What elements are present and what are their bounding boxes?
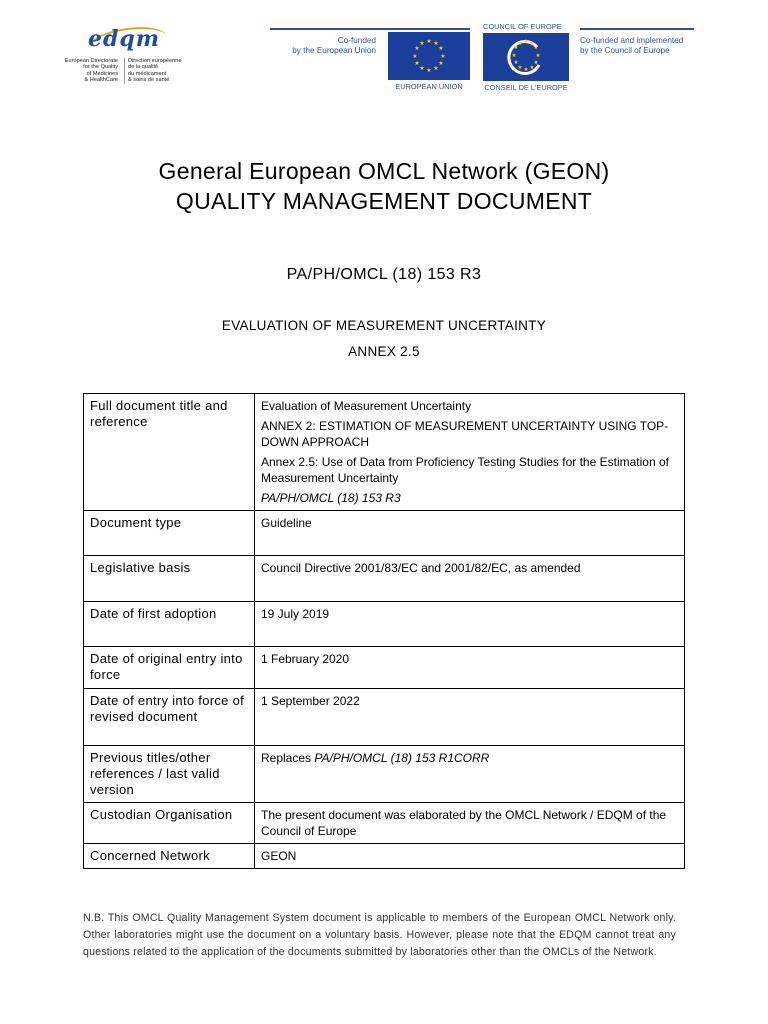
document-subtitle: EVALUATION OF MEASUREMENT UNCERTAINTY — [221, 318, 547, 333]
document-info-table — [83, 393, 685, 869]
row-label: Document type — [84, 511, 255, 556]
document-title-line2: QUALITY MANAGEMENT DOCUMENT — [175, 188, 593, 214]
table-row — [84, 746, 685, 803]
table-row — [84, 556, 685, 602]
svg-text:★: ★ — [533, 45, 539, 51]
table-row — [84, 647, 685, 689]
row-label: Custodian Organisation — [84, 803, 255, 844]
full-title-line: Evaluation of Measurement Uncertainty — [261, 399, 472, 413]
row-value: 1 September 2022 — [255, 689, 685, 746]
row-label: Previous titles/other references / last valid version — [84, 746, 255, 803]
row-label: Date of entry into force of revised document — [84, 689, 255, 746]
svg-text:★: ★ — [433, 40, 439, 47]
coe-rule — [580, 28, 694, 30]
svg-text:★: ★ — [414, 60, 420, 67]
eu-flag-icon — [388, 32, 470, 80]
svg-text:★: ★ — [511, 53, 517, 59]
eu-cofund-text: Co-funded by the European Union — [292, 36, 376, 55]
svg-text:★: ★ — [517, 65, 523, 71]
svg-text:★: ★ — [523, 67, 529, 73]
row-label: Date of original entry into force — [84, 647, 255, 689]
full-title-annex: ANNEX 2: ESTIMATION OF MEASUREMENT UNCERTAINTY USING TOP-DOWN APPROACH — [261, 419, 669, 449]
full-title-reference: PA/PH/OMCL (18) 153 R3 — [261, 491, 401, 505]
svg-text:★: ★ — [529, 65, 535, 71]
table-row — [84, 803, 685, 844]
edqm-logo — [60, 22, 185, 97]
row-value: The present document was elaborated by the OMCL Network / EDQM of the Council of Europe — [255, 803, 685, 844]
table-row — [84, 511, 685, 556]
previous-prefix: Replaces — [261, 751, 315, 765]
edqm-tagline-fr: Direction européenne de la qualité du médicament & soins de santé — [124, 58, 188, 84]
svg-text:★: ★ — [419, 40, 425, 47]
row-label: Concerned Network — [84, 844, 255, 869]
row-label: Full document title and reference — [84, 394, 255, 511]
row-value: Guideline — [255, 511, 685, 556]
row-label: Legislative basis — [84, 556, 255, 602]
svg-text:★: ★ — [426, 67, 432, 74]
coe-logo — [480, 22, 700, 94]
disclaimer-note: N.B. This OMCL Quality Management System document is applicable to members of the European OMCL Network only. Other laboratories might use the document on a voluntary basis. However, please note that the EDQM cannot treat any questions related to the application of the documents submitted by laboratories other than the OMCLs of the Network. — [83, 912, 676, 958]
svg-text:★: ★ — [523, 39, 529, 45]
svg-text:★: ★ — [438, 60, 444, 67]
svg-text:★: ★ — [433, 65, 439, 72]
row-value: 19 July 2019 — [255, 602, 685, 647]
coe-bottom-caption: CONSEIL DE L'EUROPE — [484, 83, 568, 92]
row-value: GEON — [255, 844, 685, 869]
table-row — [84, 602, 685, 647]
svg-text:★: ★ — [533, 60, 539, 66]
eu-cofunding-logo — [270, 28, 470, 93]
row-value — [255, 394, 685, 511]
table-row — [84, 689, 685, 746]
svg-text:★: ★ — [517, 41, 523, 47]
table-row — [84, 394, 685, 511]
document-title-line1: General European OMCL Network (GEON) — [158, 158, 610, 184]
coe-flag-icon — [483, 33, 569, 81]
svg-text:★: ★ — [513, 45, 519, 51]
annex-title: ANNEX 2.5 — [348, 344, 420, 359]
eu-caption: EUROPEAN UNION — [395, 82, 463, 91]
svg-text:★: ★ — [513, 60, 519, 66]
row-label: Date of first adoption — [84, 602, 255, 647]
row-value — [255, 746, 685, 803]
svg-text:★: ★ — [414, 45, 420, 52]
svg-text:★: ★ — [426, 38, 432, 45]
row-value: 1 February 2020 — [255, 647, 685, 689]
svg-text:★: ★ — [412, 53, 418, 60]
eu-rule — [270, 28, 470, 30]
svg-text:★: ★ — [438, 45, 444, 52]
edqm-tagline-en: European Directorate for the Quality of Medicines & HealthCare — [64, 58, 118, 84]
svg-text:★: ★ — [440, 53, 446, 60]
svg-text:★: ★ — [419, 65, 425, 72]
svg-text:★: ★ — [535, 53, 541, 59]
row-value: Council Directive 2001/83/EC and 2001/82/EC, as amended — [255, 556, 685, 602]
previous-reference: PA/PH/OMCL (18) 153 R1CORR — [314, 751, 490, 765]
svg-text:★: ★ — [529, 41, 535, 47]
full-title-subannex: Annex 2.5: Use of Data from Proficiency Testing Studies for the Estimation of Measurement Uncertainty — [261, 455, 669, 485]
document-title — [0, 156, 768, 216]
coe-cofund-text: Co-funded and implemented by the Council of Europe — [580, 36, 684, 55]
table-row — [84, 844, 685, 869]
coe-top-caption: COUNCIL OF EUROPE — [483, 22, 562, 31]
edqm-wordmark: edqm — [88, 26, 161, 52]
document-reference: PA/PH/OMCL (18) 153 R3 — [286, 266, 482, 283]
